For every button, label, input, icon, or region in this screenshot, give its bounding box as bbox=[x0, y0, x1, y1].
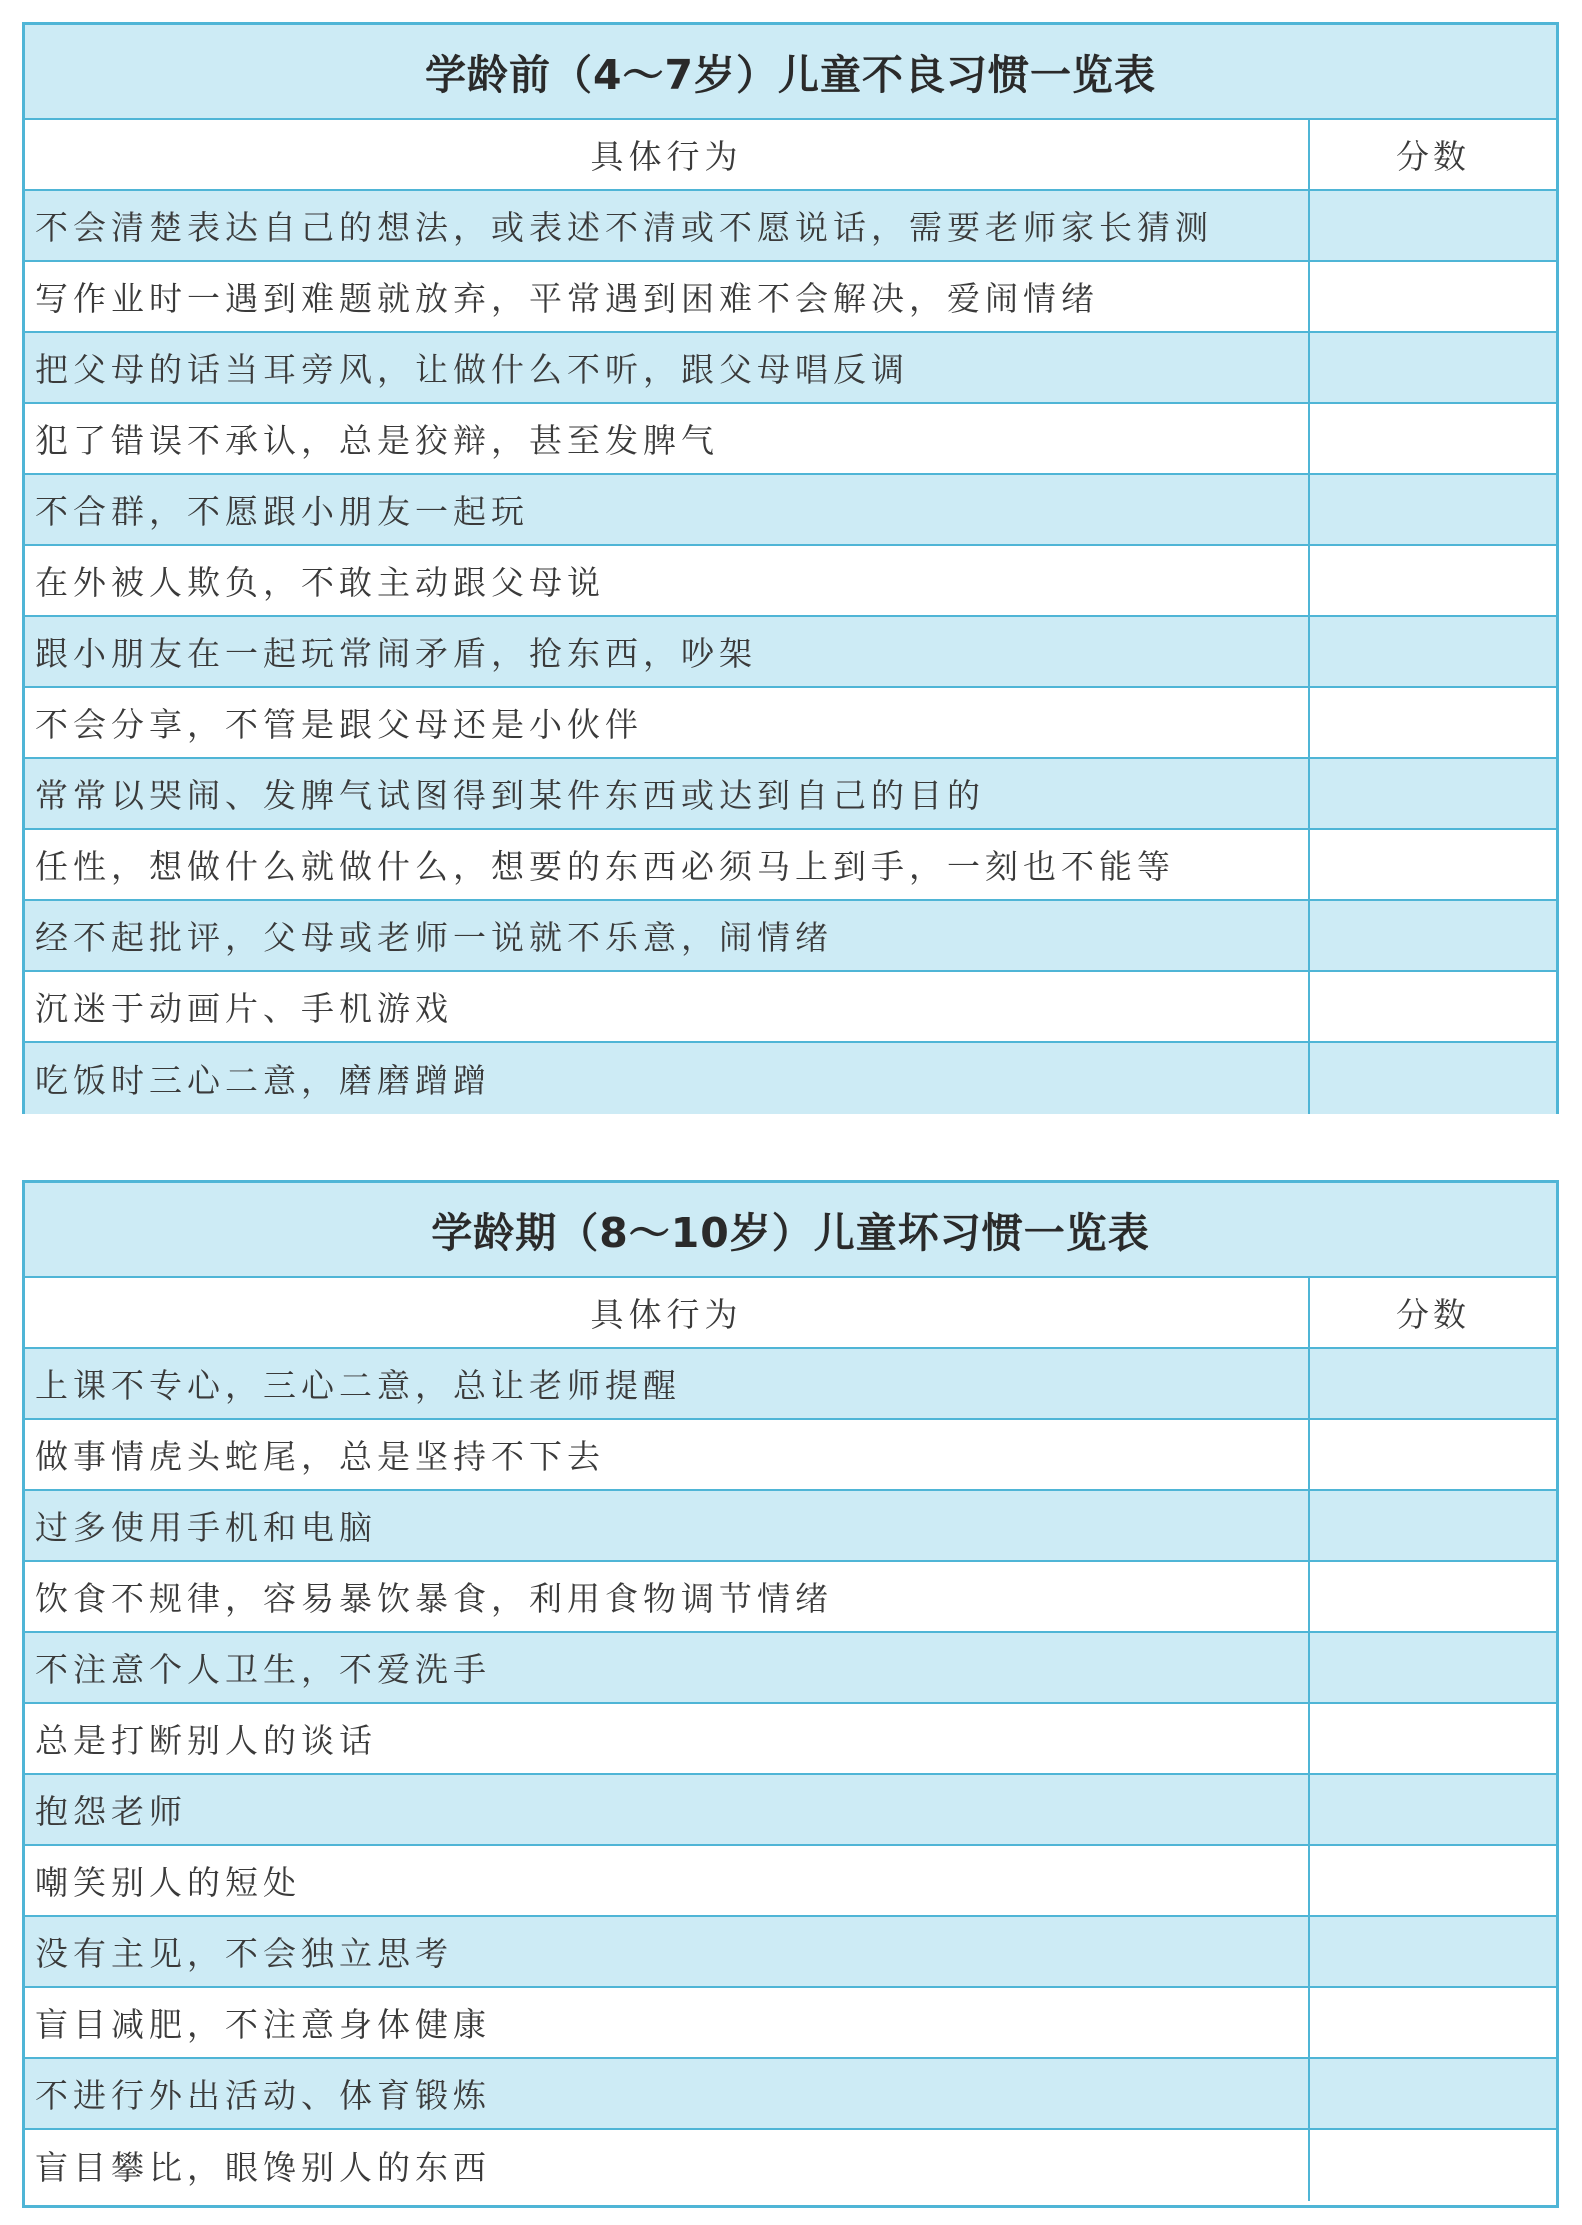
behavior-cell: 没有主见，不会独立思考 bbox=[25, 1917, 1310, 1986]
table-title: 学龄前（4～7岁）儿童不良习惯一览表 bbox=[25, 25, 1556, 120]
table-row bbox=[25, 1562, 1556, 1633]
table-row bbox=[25, 1704, 1556, 1775]
score-cell[interactable] bbox=[1310, 1846, 1556, 1915]
score-cell[interactable] bbox=[1310, 2059, 1556, 2128]
score-cell[interactable] bbox=[1310, 333, 1556, 402]
behavior-cell: 不会清楚表达自己的想法，或表述不清或不愿说话，需要老师家长猜测 bbox=[25, 191, 1310, 260]
score-cell[interactable] bbox=[1310, 1491, 1556, 1560]
behavior-cell: 任性，想做什么就做什么，想要的东西必须马上到手，一刻也不能等 bbox=[25, 830, 1310, 899]
behavior-cell: 总是打断别人的谈话 bbox=[25, 1704, 1310, 1773]
score-cell[interactable] bbox=[1310, 617, 1556, 686]
table-row bbox=[25, 1988, 1556, 2059]
score-cell[interactable] bbox=[1310, 1775, 1556, 1844]
table-row bbox=[25, 1420, 1556, 1491]
behavior-cell: 过多使用手机和电脑 bbox=[25, 1491, 1310, 1560]
table-row bbox=[25, 262, 1556, 333]
table-row bbox=[25, 333, 1556, 404]
behavior-cell: 写作业时一遇到难题就放弃，平常遇到困难不会解决，爱闹情绪 bbox=[25, 262, 1310, 331]
score-cell[interactable] bbox=[1310, 262, 1556, 331]
preschool-habits-table bbox=[22, 22, 1559, 1114]
behavior-cell: 跟小朋友在一起玩常闹矛盾，抢东西，吵架 bbox=[25, 617, 1310, 686]
table-row bbox=[25, 617, 1556, 688]
behavior-cell: 吃饭时三心二意，磨磨蹭蹭 bbox=[25, 1043, 1310, 1114]
behavior-cell: 在外被人欺负，不敢主动跟父母说 bbox=[25, 546, 1310, 615]
score-cell[interactable] bbox=[1310, 688, 1556, 757]
score-cell[interactable] bbox=[1310, 1043, 1556, 1114]
score-cell[interactable] bbox=[1310, 404, 1556, 473]
score-cell[interactable] bbox=[1310, 191, 1556, 260]
score-cell[interactable] bbox=[1310, 546, 1556, 615]
score-column-header: 分数 bbox=[1396, 1295, 1470, 1334]
behavior-column-header: 具体行为 bbox=[25, 1278, 1310, 1347]
behavior-cell: 经不起批评，父母或老师一说就不乐意，闹情绪 bbox=[25, 901, 1310, 970]
table-row bbox=[25, 901, 1556, 972]
score-cell[interactable] bbox=[1310, 1349, 1556, 1418]
table-row bbox=[25, 1349, 1556, 1420]
score-cell[interactable] bbox=[1310, 1633, 1556, 1702]
table-row bbox=[25, 1633, 1556, 1704]
table-title: 学龄期（8～10岁）儿童坏习惯一览表 bbox=[25, 1183, 1556, 1278]
school-age-habits-table bbox=[22, 1180, 1559, 2208]
score-cell[interactable] bbox=[1310, 475, 1556, 544]
behavior-cell: 上课不专心，三心二意，总让老师提醒 bbox=[25, 1349, 1310, 1418]
score-cell[interactable] bbox=[1310, 972, 1556, 1041]
score-cell[interactable] bbox=[1310, 1420, 1556, 1489]
behavior-cell: 不进行外出活动、体育锻炼 bbox=[25, 2059, 1310, 2128]
table-row bbox=[25, 1491, 1556, 1562]
table-row bbox=[25, 759, 1556, 830]
score-cell[interactable] bbox=[1310, 759, 1556, 828]
behavior-cell: 盲目攀比，眼馋别人的东西 bbox=[25, 2130, 1310, 2201]
score-cell[interactable] bbox=[1310, 1917, 1556, 1986]
behavior-cell: 做事情虎头蛇尾，总是坚持不下去 bbox=[25, 1420, 1310, 1489]
behavior-cell: 饮食不规律，容易暴饮暴食，利用食物调节情绪 bbox=[25, 1562, 1310, 1631]
behavior-cell: 把父母的话当耳旁风，让做什么不听，跟父母唱反调 bbox=[25, 333, 1310, 402]
score-cell[interactable] bbox=[1310, 2130, 1556, 2201]
table-row bbox=[25, 1775, 1556, 1846]
score-column-header: 分数 bbox=[1396, 137, 1470, 176]
table-row bbox=[25, 2130, 1556, 2201]
behavior-cell: 不会分享，不管是跟父母还是小伙伴 bbox=[25, 688, 1310, 757]
table-row bbox=[25, 404, 1556, 475]
table-header bbox=[25, 120, 1556, 191]
table-row bbox=[25, 972, 1556, 1043]
behavior-cell: 犯了错误不承认，总是狡辩，甚至发脾气 bbox=[25, 404, 1310, 473]
table-row bbox=[25, 1917, 1556, 1988]
score-cell[interactable] bbox=[1310, 1562, 1556, 1631]
behavior-cell: 嘲笑别人的短处 bbox=[25, 1846, 1310, 1915]
score-cell[interactable] bbox=[1310, 830, 1556, 899]
table-row bbox=[25, 475, 1556, 546]
table-row bbox=[25, 830, 1556, 901]
behavior-cell: 常常以哭闹、发脾气试图得到某件东西或达到自己的目的 bbox=[25, 759, 1310, 828]
behavior-column-header: 具体行为 bbox=[25, 120, 1310, 189]
behavior-cell: 盲目减肥，不注意身体健康 bbox=[25, 1988, 1310, 2057]
table-header bbox=[25, 1278, 1556, 1349]
score-cell[interactable] bbox=[1310, 1988, 1556, 2057]
behavior-cell: 抱怨老师 bbox=[25, 1775, 1310, 1844]
table-row bbox=[25, 688, 1556, 759]
table-row bbox=[25, 1043, 1556, 1114]
table-row bbox=[25, 1846, 1556, 1917]
table-row bbox=[25, 546, 1556, 617]
behavior-cell: 不合群，不愿跟小朋友一起玩 bbox=[25, 475, 1310, 544]
behavior-cell: 沉迷于动画片、手机游戏 bbox=[25, 972, 1310, 1041]
behavior-cell: 不注意个人卫生，不爱洗手 bbox=[25, 1633, 1310, 1702]
table-row bbox=[25, 2059, 1556, 2130]
score-cell[interactable] bbox=[1310, 901, 1556, 970]
table-row bbox=[25, 191, 1556, 262]
score-cell[interactable] bbox=[1310, 1704, 1556, 1773]
